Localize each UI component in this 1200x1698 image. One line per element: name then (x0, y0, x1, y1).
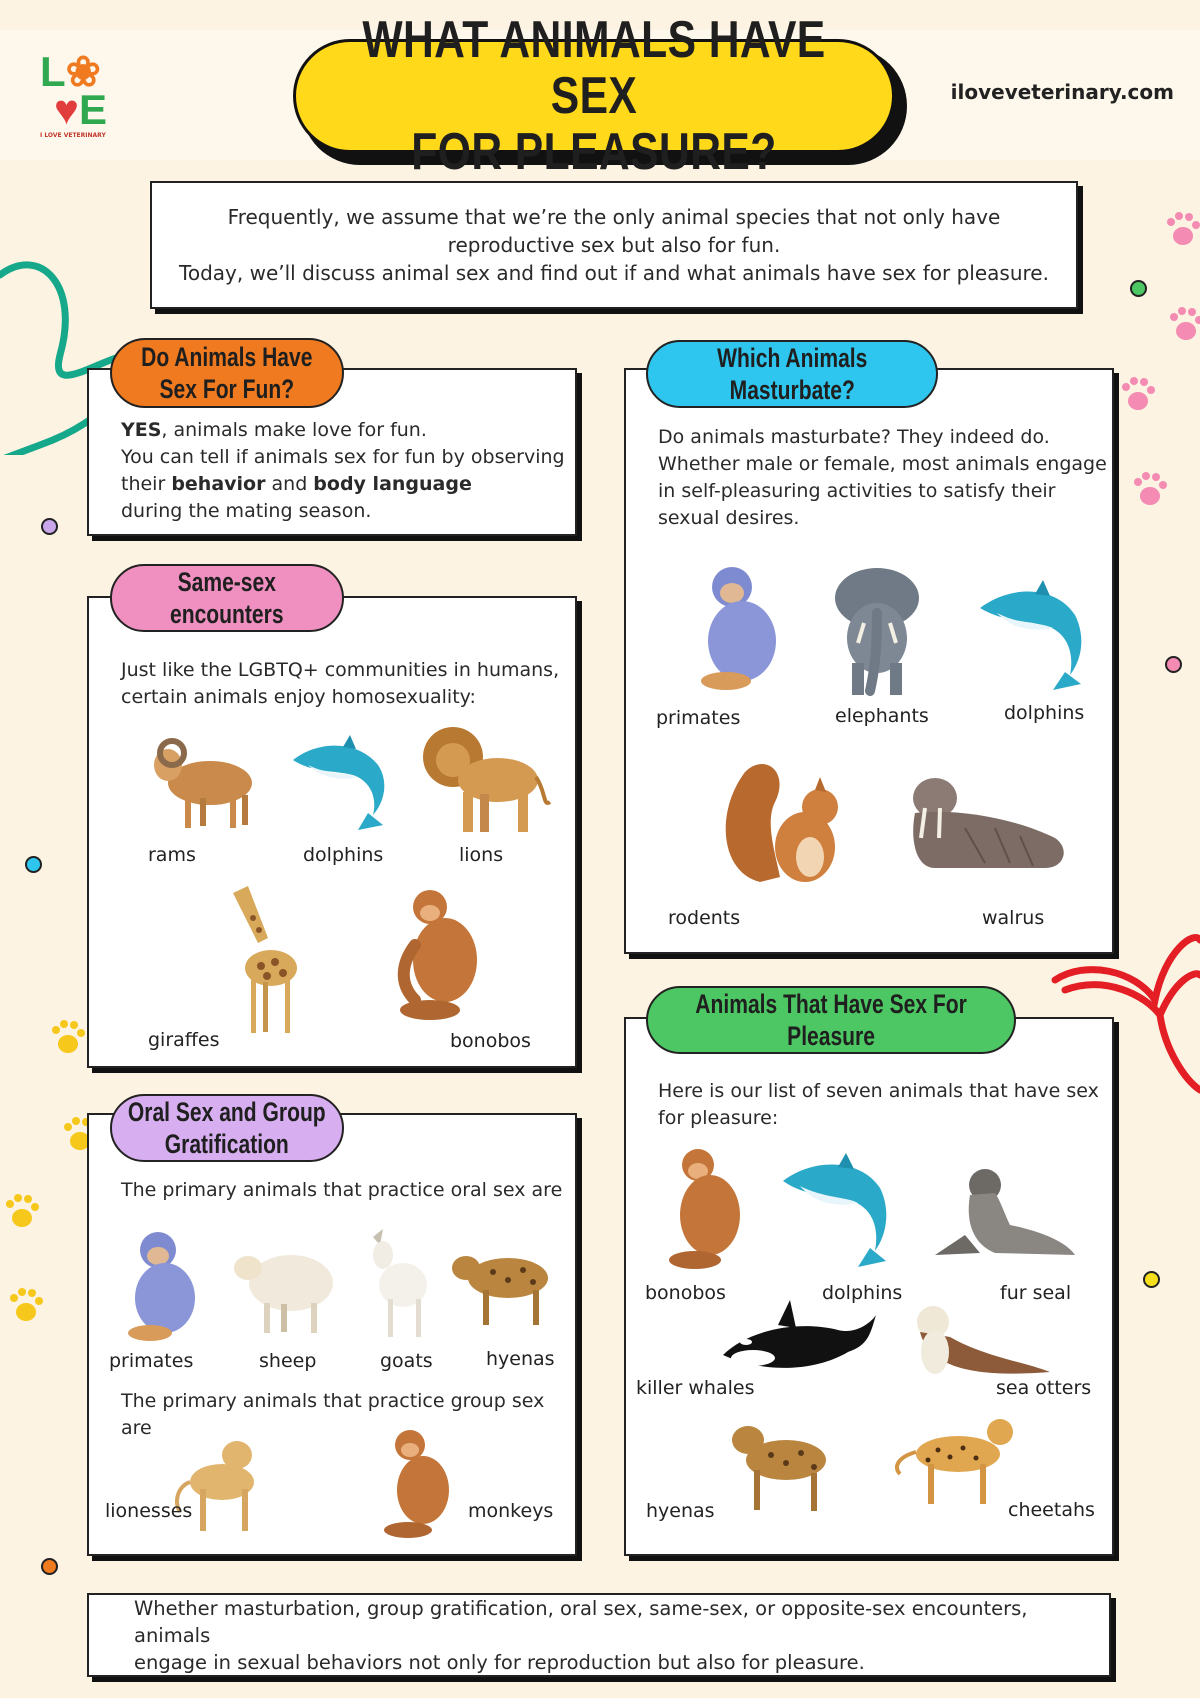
dolphin-illustration (288, 735, 393, 830)
animal-label: rams (148, 844, 196, 866)
sheep-illustration (226, 1238, 341, 1338)
conclusion-text: Whether masturbation, group gratification, oral sex, same-sex, or opposite-sex encounters, animals (134, 1596, 1028, 1647)
intro-box (150, 181, 1078, 309)
animal-label: giraffes (148, 1029, 220, 1051)
animal-label: walrus (982, 907, 1045, 929)
animal-label: hyenas (486, 1348, 555, 1370)
fur-seal-illustration (925, 1165, 1085, 1265)
same-sex-text: Just like the LGBTQ+ communities in humans, certain animals enjoy homosexuality: (121, 659, 560, 708)
animal-label: monkeys (468, 1500, 554, 1522)
conclusion-box (87, 1593, 1111, 1677)
walrus-illustration (895, 768, 1075, 878)
animal-label: sea otters (996, 1377, 1092, 1399)
paw-print-icon (48, 1018, 88, 1060)
group-text: The primary animals that practice group sex are (121, 1390, 545, 1439)
cheetah-illustration (888, 1412, 1023, 1507)
paw-print-icon (2, 1192, 42, 1234)
animal-label: killer whales (636, 1377, 755, 1399)
brand-logo: L❀ ♥E I LOVE VETERINARY (40, 48, 107, 139)
animal-label: bonobos (645, 1282, 726, 1304)
confetti-dot (1143, 1271, 1160, 1288)
animal-label: elephants (835, 705, 929, 727)
animal-label: fur seal (1000, 1282, 1072, 1304)
monkey-illustration (378, 1425, 458, 1540)
paw-print-icon (1163, 210, 1200, 250)
oral-heading: Oral Sex and Group Gratification (110, 1094, 344, 1162)
fun-text: YES, animals make love for fun. You can tell if animals sex for fun by observing their behavior and body language during the mating season. (121, 419, 565, 522)
title-line: FOR PLEASURE? (411, 123, 777, 181)
animal-label: primates (656, 707, 741, 729)
dolphin-illustration (778, 1153, 898, 1268)
animal-label: lionesses (105, 1500, 193, 1522)
giraffe-illustration (223, 878, 308, 1038)
bonobo-illustration (660, 1145, 745, 1275)
oral-text: The primary animals that practice oral sex are (121, 1179, 563, 1201)
bonobo-illustration (385, 885, 490, 1025)
same-sex-heading: Same-sex encounters (110, 564, 344, 632)
conclusion-text: engage in sexual behaviors not only for reproduction but also for pleasure. (134, 1650, 865, 1674)
page-title (293, 11, 895, 181)
primate-illustration (690, 563, 785, 693)
intro-text: reproductive sex but also for fun. (447, 233, 781, 257)
paw-print-icon (6, 1286, 46, 1328)
confetti-dot (1130, 280, 1147, 297)
animal-label: sheep (259, 1350, 317, 1372)
paw-print-icon (60, 1115, 90, 1157)
lion-illustration (418, 722, 553, 837)
title-line: WHAT ANIMALS HAVE SEX (362, 11, 826, 125)
confetti-dot (1165, 656, 1182, 673)
masturbate-text: Do animals masturbate? They indeed do. Whether male or female, most animals engage in self-pleasuring activities to satisfy their sexual desires. (658, 426, 1107, 529)
site-url: iloveveterinary.com (950, 80, 1174, 104)
squirrel-illustration (720, 752, 855, 892)
animal-label: rodents (668, 907, 741, 929)
masturbate-heading: Which Animals Masturbate? (646, 340, 938, 408)
animal-label: lions (459, 844, 504, 866)
confetti-dot (25, 856, 42, 873)
intro-text: Today, we’ll discuss animal sex and find out if and what animals have sex for pleasure. (179, 261, 1049, 285)
animal-label: primates (109, 1350, 194, 1372)
animal-label: dolphins (1004, 702, 1085, 724)
pleasure-text: Here is our list of seven animals that have sex for pleasure: (658, 1080, 1099, 1129)
elephant-illustration (822, 563, 932, 698)
pleasure-heading: Animals That Have Sex For Pleasure (646, 986, 1016, 1054)
paw-print-icon (1130, 470, 1170, 512)
animal-label: hyenas (646, 1500, 715, 1522)
confetti-dot (41, 1558, 58, 1575)
ram-illustration (130, 733, 260, 833)
animal-label: dolphins (303, 844, 384, 866)
dolphin-illustration (975, 580, 1090, 690)
hyena-illustration (448, 1240, 558, 1330)
hyena-illustration (726, 1415, 836, 1515)
fun-heading: Do Animals Have Sex For Fun? (110, 338, 344, 408)
sea-otter-illustration (905, 1302, 1055, 1387)
confetti-dot (41, 518, 58, 535)
paw-print-icon (1166, 305, 1200, 345)
animal-label: cheetahs (1008, 1499, 1095, 1521)
goat-illustration (358, 1227, 438, 1342)
paw-print-icon (1118, 375, 1158, 417)
intro-text: Frequently, we assume that we’re the only animal species that not only have (227, 205, 1001, 229)
animal-label: goats (380, 1350, 433, 1372)
animal-label: dolphins (822, 1282, 903, 1304)
primate-illustration (120, 1228, 205, 1343)
animal-label: bonobos (450, 1030, 531, 1052)
